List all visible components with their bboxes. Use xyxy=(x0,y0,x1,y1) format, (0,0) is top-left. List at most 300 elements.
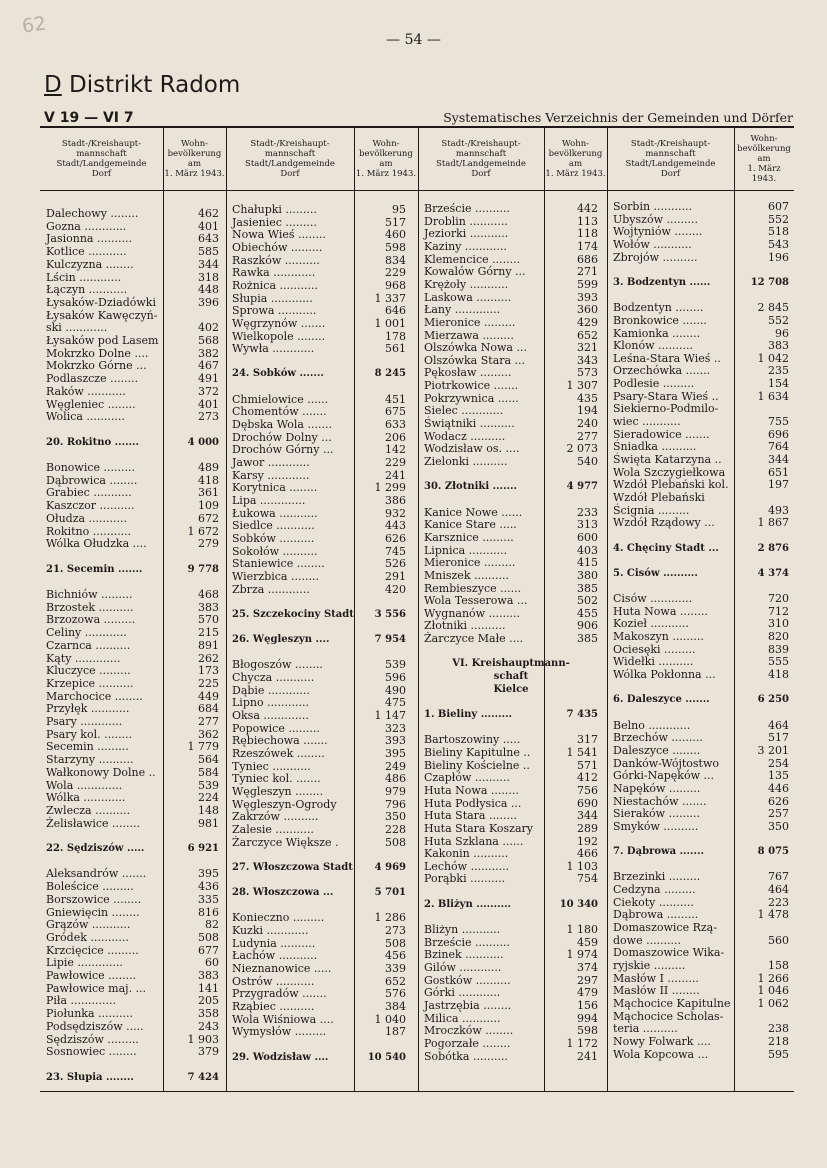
table-row xyxy=(46,321,219,334)
place-name: Lechów ........... xyxy=(424,859,510,873)
place-name: Wojtyniów ........ xyxy=(613,225,703,239)
place-name: Kąty ............. xyxy=(46,651,121,665)
population-value: 633 xyxy=(385,418,406,432)
population-value: 344 xyxy=(577,809,598,823)
table-row xyxy=(424,455,598,468)
place-name: Kielce xyxy=(493,683,529,695)
column-divider xyxy=(226,128,227,1091)
table-row xyxy=(424,645,598,658)
table-row xyxy=(424,632,598,645)
table-row xyxy=(232,583,406,596)
table-row xyxy=(613,769,789,782)
table-row xyxy=(613,668,789,681)
header-name-3: Stadt-/Kreishaupt- mannschaft Stadt/Landgemeinde Dorf xyxy=(436,139,526,179)
place-name: Sędziszów ......... xyxy=(46,1032,139,1046)
table-row xyxy=(46,588,219,601)
place-name: Wygnanów ......... xyxy=(424,606,521,620)
population-value: 690 xyxy=(577,796,598,810)
place-name: Wierzbica ........ xyxy=(232,569,319,583)
table-row xyxy=(613,1035,789,1048)
population-value: 277 xyxy=(198,715,219,728)
table-row xyxy=(46,359,219,372)
population-value: 598 xyxy=(577,1024,598,1038)
table-row xyxy=(232,823,406,836)
population-value: 712 xyxy=(768,604,789,618)
table-row xyxy=(46,474,219,487)
table-row xyxy=(424,392,598,405)
place-name: Czapłów .......... xyxy=(424,771,510,785)
table-row xyxy=(232,241,406,254)
population-value: 981 xyxy=(198,816,219,830)
table-row xyxy=(424,961,598,974)
population-value: 486 xyxy=(385,772,406,786)
population-value: 1 286 xyxy=(374,911,406,925)
population-value: 148 xyxy=(198,803,219,817)
table-row xyxy=(424,784,598,797)
table-row xyxy=(232,962,406,975)
population-value: 517 xyxy=(385,215,406,229)
population-value: 401 xyxy=(198,397,219,411)
table-row xyxy=(46,613,219,626)
population-value: 343 xyxy=(577,353,598,367)
table-row xyxy=(232,646,406,659)
population-value: 9 778 xyxy=(187,563,219,575)
place-name: Drochów Dolny ... xyxy=(232,430,332,444)
table-row xyxy=(613,251,789,264)
table-row xyxy=(613,630,789,643)
place-name: Brzeście .......... xyxy=(424,935,510,949)
table-row xyxy=(46,334,219,347)
place-name: 23. Słupia ........ xyxy=(46,1071,134,1083)
population-value: 539 xyxy=(198,778,219,792)
place-name: Jasieniec ......... xyxy=(232,215,317,229)
table-row xyxy=(232,570,406,583)
place-name: Bodzentyn ........ xyxy=(613,301,704,315)
population-value: 552 xyxy=(768,212,789,226)
place-name: Lipno ............ xyxy=(232,696,310,710)
place-name: Przygradów ....... xyxy=(232,987,327,1001)
population-value: 2 876 xyxy=(757,542,789,554)
table-row xyxy=(613,719,789,732)
table-row xyxy=(232,709,406,722)
population-value: 412 xyxy=(577,771,598,785)
population-value: 599 xyxy=(577,277,598,291)
population-value: 197 xyxy=(768,478,789,492)
place-name: Masłów II ........ xyxy=(613,984,700,998)
population-value: 228 xyxy=(385,822,406,836)
table-row xyxy=(232,292,406,305)
table-row xyxy=(613,440,789,453)
place-name: Drochów Górny ... xyxy=(232,443,334,457)
table-row xyxy=(424,366,598,379)
table-row xyxy=(613,744,789,757)
place-name: Bieliny Kapitulne .. xyxy=(424,745,531,759)
place-name: Gniewięcin ........ xyxy=(46,905,140,919)
table-row xyxy=(232,620,406,633)
population-value: 415 xyxy=(577,556,598,570)
section-heading-row xyxy=(424,670,598,683)
table-row xyxy=(424,202,598,215)
population-value: 141 xyxy=(198,981,219,995)
district-total-row xyxy=(232,886,406,899)
population-value: 652 xyxy=(385,974,406,988)
place-name: Bronkowice ....... xyxy=(613,313,707,327)
population-value: 396 xyxy=(198,295,219,309)
population-value: 466 xyxy=(577,847,598,861)
place-name: Smyków .......... xyxy=(613,819,699,833)
table-row xyxy=(46,753,219,766)
population-value: 361 xyxy=(198,486,219,500)
population-value: 543 xyxy=(768,237,789,251)
population-value: 174 xyxy=(577,239,598,253)
population-value: 118 xyxy=(577,227,598,241)
table-row xyxy=(613,921,789,934)
section-heading-row xyxy=(424,683,598,696)
population-value: 1 974 xyxy=(566,948,598,962)
table-row xyxy=(424,594,598,607)
population-value: 720 xyxy=(768,592,789,606)
place-name: Siedlce ........... xyxy=(232,519,315,533)
place-name: Kanice Nowe ...... xyxy=(424,505,523,519)
population-value: 380 xyxy=(577,568,598,582)
place-name: Kowalów Górny ... xyxy=(424,265,526,279)
population-value: 764 xyxy=(768,440,789,454)
population-value: 1 040 xyxy=(374,1012,406,1026)
population-value: 335 xyxy=(198,892,219,906)
population-value: 205 xyxy=(198,994,219,1008)
population-value: 1 478 xyxy=(757,908,789,922)
table-row xyxy=(46,461,219,474)
place-name: Sosnowiec ........ xyxy=(46,1045,137,1059)
place-name: Kozieł ........... xyxy=(613,617,689,631)
place-name: Zielonki .......... xyxy=(424,455,508,468)
district-total-row xyxy=(232,633,406,646)
population-value: 1 266 xyxy=(757,971,789,985)
table-row xyxy=(232,507,406,520)
table-row xyxy=(46,499,219,512)
place-name: 21. Secemin ....... xyxy=(46,563,143,575)
table-row xyxy=(424,860,598,873)
range-label: V 19 — VI 7 xyxy=(44,110,134,126)
table-row xyxy=(424,733,598,746)
population-value: 564 xyxy=(198,753,219,767)
table-row xyxy=(46,575,219,588)
place-name: Gostków .......... xyxy=(424,973,511,987)
table-row xyxy=(46,931,219,944)
place-name: Święta Katarzyna .. xyxy=(613,453,722,466)
table-row xyxy=(46,372,219,385)
place-name: Bartoszowiny ..... xyxy=(424,733,521,747)
table-row xyxy=(232,798,406,811)
table-row xyxy=(424,265,598,278)
table-row xyxy=(46,779,219,792)
table-row xyxy=(46,1045,219,1058)
table-row xyxy=(232,519,406,532)
place-name: Dębska Wola ....... xyxy=(232,418,332,432)
table-row xyxy=(424,354,598,367)
place-name: Świątniki .......... xyxy=(424,417,515,431)
population-value: 1 172 xyxy=(566,1036,598,1050)
place-name: Kamionka ........ xyxy=(613,326,701,340)
table-row xyxy=(232,696,406,709)
place-name: Oksa ............. xyxy=(232,709,309,722)
table-row xyxy=(613,592,789,605)
population-value: 820 xyxy=(768,630,789,644)
place-name: Niestachów ....... xyxy=(613,794,707,808)
table-row xyxy=(232,975,406,988)
table-row xyxy=(46,1058,219,1071)
district-total-row xyxy=(613,845,789,858)
population-value: 1 046 xyxy=(757,984,789,998)
population-value: 158 xyxy=(768,959,789,972)
place-name: Boleścice ......... xyxy=(46,880,134,894)
place-name: Chałupki ......... xyxy=(232,203,317,216)
table-row xyxy=(424,493,598,506)
population-value: 254 xyxy=(768,756,789,770)
place-name: Wywła ............ xyxy=(232,342,315,356)
table-row xyxy=(424,468,598,481)
table-row xyxy=(46,969,219,982)
population-value: 489 xyxy=(198,461,219,474)
population-value: 1 042 xyxy=(757,351,789,365)
table-row xyxy=(232,405,406,418)
population-value: 568 xyxy=(198,334,219,347)
place-name: Węgleszyn-Ogrody xyxy=(232,797,337,811)
place-name: Węgleszyn ........ xyxy=(232,784,324,798)
population-value: 684 xyxy=(198,702,219,716)
table-row xyxy=(613,339,789,352)
table-row xyxy=(46,804,219,817)
table-row xyxy=(232,216,406,229)
table-row xyxy=(424,506,598,519)
table-row xyxy=(424,442,598,455)
table-row xyxy=(46,207,219,220)
population-value: 10 540 xyxy=(367,1051,406,1063)
population-value: 360 xyxy=(577,303,598,317)
district-total-row xyxy=(232,367,406,380)
population-value: 7 424 xyxy=(187,1071,219,1083)
table-row xyxy=(232,279,406,292)
table-row xyxy=(46,664,219,677)
population-value: 240 xyxy=(577,417,598,431)
table-row xyxy=(613,1022,789,1035)
table-row xyxy=(46,1020,219,1033)
table-row xyxy=(232,431,406,444)
table-row xyxy=(613,364,789,377)
table-row xyxy=(613,238,789,251)
table-row xyxy=(424,809,598,822)
place-name: Mniszek .......... xyxy=(424,568,509,582)
table-row xyxy=(424,822,598,835)
table-row xyxy=(613,757,789,770)
table-row xyxy=(232,330,406,343)
population-value: 113 xyxy=(577,214,598,228)
population-value: 571 xyxy=(577,758,598,772)
table-row xyxy=(46,1033,219,1046)
population-value: 595 xyxy=(768,1047,789,1061)
table-row xyxy=(232,899,406,912)
place-name: 3. Bodzentyn ...... xyxy=(613,276,711,288)
district-total-row xyxy=(232,608,406,621)
header-name-4: Stadt-/Kreishaupt- mannschaft Stadt/Landgemeinde Dorf xyxy=(625,139,716,179)
population-value: 464 xyxy=(768,883,789,897)
place-name: Napęków ......... xyxy=(613,781,701,795)
place-name: Jastrzębia ........ xyxy=(424,998,512,1012)
population-value: 384 xyxy=(385,999,406,1013)
place-name: Rząbiec .......... xyxy=(232,999,315,1013)
place-name: Krzcięcice ......... xyxy=(46,943,139,957)
population-value: 358 xyxy=(198,1007,219,1021)
population-value: 561 xyxy=(385,342,406,356)
place-name: Karsy ............ xyxy=(232,468,310,482)
table-row xyxy=(613,972,789,985)
population-value: 206 xyxy=(385,430,406,444)
table-row xyxy=(424,1037,598,1050)
table-row xyxy=(232,810,406,823)
population-value: 6 250 xyxy=(757,694,789,706)
population-value: 344 xyxy=(768,453,789,466)
population-value: 95 xyxy=(392,203,406,216)
place-name: Zalesie ........... xyxy=(232,822,314,836)
place-name: Brzeście .......... xyxy=(424,202,510,215)
population-value: 241 xyxy=(385,468,406,482)
place-name: Obiechów ......... xyxy=(232,240,323,254)
district-total-row xyxy=(613,542,789,555)
population-value: 464 xyxy=(768,718,789,732)
table-row xyxy=(613,415,789,428)
table-row xyxy=(424,619,598,632)
table-row xyxy=(232,949,406,962)
place-name: Milica ........... xyxy=(424,1011,501,1025)
population-value: 374 xyxy=(577,961,598,974)
header-pop-4: Wohn- bevölkerung am 1. März 1943. xyxy=(737,134,791,184)
place-name: Jeziorki ........... xyxy=(424,227,509,241)
place-name: Huta Podłysica ... xyxy=(424,796,522,810)
population-value: 2 073 xyxy=(566,442,598,456)
population-value: 436 xyxy=(198,880,219,894)
table-row xyxy=(46,855,219,868)
place-name: Lipnica ........... xyxy=(424,543,508,557)
population-value: 451 xyxy=(385,392,406,406)
population-value: 607 xyxy=(768,200,789,213)
table-row xyxy=(613,984,789,997)
population-value: 834 xyxy=(385,253,406,267)
place-name: Ociesęki ......... xyxy=(613,642,696,656)
table-row xyxy=(232,848,406,861)
population-value: 508 xyxy=(198,930,219,944)
population-value: 448 xyxy=(198,283,219,297)
place-name: Dalechowy ........ xyxy=(46,207,139,220)
place-name: Konieczno ......... xyxy=(232,911,325,925)
population-value: 173 xyxy=(198,664,219,678)
population-value: 479 xyxy=(577,986,598,1000)
table-row xyxy=(424,582,598,595)
place-name: Mieronice ......... xyxy=(424,556,516,570)
population-value: 233 xyxy=(577,505,598,519)
place-name: Zakrzów .......... xyxy=(232,810,319,824)
place-name: ryjskie ......... xyxy=(613,959,686,972)
place-name: Chmielowice ...... xyxy=(232,392,329,406)
table-row xyxy=(232,481,406,494)
population-value: 596 xyxy=(385,671,406,685)
population-value: 4 374 xyxy=(757,567,789,579)
table-row xyxy=(232,924,406,937)
place-name: Wzdół Rządowy ... xyxy=(613,516,715,530)
population-value: 1 867 xyxy=(757,516,789,530)
population-value: 459 xyxy=(577,935,598,949)
population-value: 3 556 xyxy=(374,608,406,620)
place-name: Podlesie ......... xyxy=(613,377,695,391)
place-name: Śniadka .......... xyxy=(613,440,697,454)
place-name: Siekierno-Podmilo- xyxy=(613,402,719,416)
page-number: — 54 — xyxy=(386,32,441,48)
population-value: 12 708 xyxy=(750,276,789,288)
header-name-2: Stadt-/Kreishaupt- mannschaft Stadt/Landgemeinde Dorf xyxy=(245,139,335,179)
place-name: Cedzyna ......... xyxy=(613,883,696,897)
place-name: 29. Wodzisław .... xyxy=(232,1051,329,1063)
table-row xyxy=(232,304,406,317)
table-row xyxy=(232,545,406,558)
table-row xyxy=(232,684,406,697)
population-value: 297 xyxy=(577,973,598,987)
population-value: 1 147 xyxy=(374,709,406,722)
population-value: 3 201 xyxy=(757,743,789,757)
place-name: Ciekoty .......... xyxy=(613,895,694,909)
table-row xyxy=(232,772,406,785)
place-name: Masłów I ......... xyxy=(613,971,699,985)
place-name: Lipie ............. xyxy=(46,956,123,970)
table-row xyxy=(232,1025,406,1038)
population-value: 435 xyxy=(577,391,598,405)
place-name: 1. Bieliny ......... xyxy=(424,709,513,720)
population-value: 626 xyxy=(768,794,789,808)
place-name: Przyłęk ........... xyxy=(46,702,130,716)
place-name: Mierzawa ......... xyxy=(424,328,514,342)
table-row xyxy=(613,655,789,668)
place-name: Olszówka Stara ... xyxy=(424,353,526,367)
table-row xyxy=(46,220,219,233)
place-name: Bliżyn ........... xyxy=(424,923,501,937)
population-value: 215 xyxy=(198,626,219,640)
table-row xyxy=(232,266,406,279)
place-name: Huta Nowa ........ xyxy=(613,604,708,618)
place-name: Piołunka .......... xyxy=(46,1007,133,1021)
place-name: Olszówka Nowa ... xyxy=(424,341,527,355)
population-value: 539 xyxy=(385,658,406,672)
place-name: Łysaków pod Lasem xyxy=(46,334,159,347)
place-name: Pawłowice ........ xyxy=(46,969,137,982)
table-row xyxy=(424,974,598,987)
place-name: Wólka ............ xyxy=(46,791,126,805)
place-name: Ołudza ........... xyxy=(46,511,128,525)
place-name: Górki ............ xyxy=(424,986,501,1000)
place-name: Huta Stara ........ xyxy=(424,809,517,823)
place-name: Wodzisław os. .... xyxy=(424,442,520,456)
population-value: 1 001 xyxy=(374,316,406,330)
table-row xyxy=(232,380,406,393)
table-row xyxy=(46,347,219,360)
population-value: 598 xyxy=(385,240,406,254)
table-row xyxy=(232,228,406,241)
district-total-row xyxy=(424,708,598,721)
table-row xyxy=(613,289,789,302)
table-row xyxy=(46,410,219,423)
table-row xyxy=(613,580,789,593)
table-row xyxy=(613,478,789,491)
population-value: 906 xyxy=(577,619,598,633)
place-name: Czarnca .......... xyxy=(46,638,131,652)
place-name: Psary ............ xyxy=(46,715,123,728)
